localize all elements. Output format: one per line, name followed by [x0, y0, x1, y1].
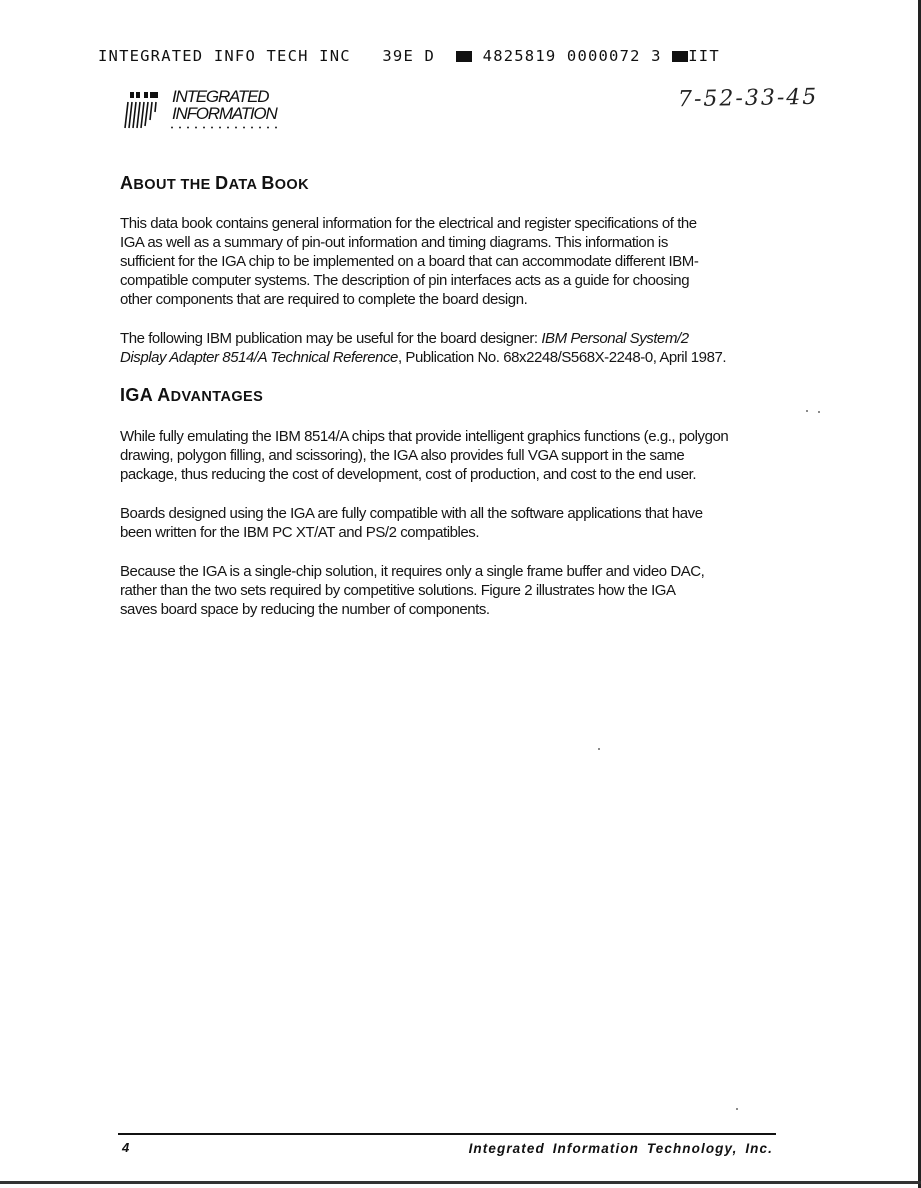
- logo-mark-icon: [120, 90, 164, 130]
- barcode-block-icon: [672, 51, 688, 62]
- publication-title: IBM Personal System/2: [541, 330, 689, 347]
- logo-line-2: INFORMATION: [172, 104, 277, 123]
- text-line: The following IBM publication may be useful for the board designer: IBM Personal System/2: [120, 330, 689, 347]
- logo-line-1: INTEGRATED: [172, 87, 269, 106]
- barcode-block-icon: [456, 51, 472, 62]
- scan-speck: [818, 411, 820, 413]
- text-line: other components that are required to complete the board design.: [120, 291, 528, 308]
- about-paragraph-1: [120, 214, 780, 309]
- scan-speck: [736, 1108, 738, 1110]
- scan-speck: [806, 410, 808, 412]
- text-line: been written for the IBM PC XT/AT and PS/2 compatibles.: [120, 524, 480, 541]
- text-line: sufficient for the IGA chip to be implemented on a board that can accommodate different IBM-: [120, 253, 699, 270]
- footer-company: Integrated Information Technology, Inc.: [468, 1141, 773, 1156]
- text-line: drawing, polygon filling, and scissoring), the IGA also provides full VGA support in the same: [120, 447, 685, 464]
- footer-rule: [118, 1133, 776, 1135]
- text-line: saves board space by reducing the number of components.: [120, 601, 490, 618]
- about-paragraph-2: [120, 329, 780, 367]
- text-line: Display Adapter 8514/A Technical Reference, Publication No. 68x2248/S568X-2248-0, April 1987.: [120, 349, 727, 366]
- scan-edge-artifact: [0, 1181, 921, 1184]
- advantages-paragraph-1: [120, 427, 780, 484]
- header-code-3: IIT: [688, 47, 720, 65]
- scan-header: [98, 47, 720, 65]
- header-code-1: 39E D: [382, 47, 436, 65]
- handwritten-note: 7-52-33-45: [677, 84, 819, 113]
- header-company: INTEGRATED INFO TECH INC: [98, 47, 351, 65]
- header-code-2: 4825819 0000072 3: [482, 47, 662, 65]
- page-number: 4: [122, 1140, 130, 1155]
- section-heading-about: ABOUT THE DATA BOOK: [120, 173, 309, 193]
- text-line: package, thus reducing the cost of development, cost of production, and cost to the end user.: [120, 466, 697, 483]
- text-line: compatible computer systems. The description of pin interfaces acts as a guide for choosing: [120, 272, 690, 289]
- advantages-paragraph-3: [120, 562, 780, 619]
- logo-dotted-rule: [168, 126, 278, 129]
- text-line: Because the IGA is a single-chip solution, it requires only a single frame buffer and video DAC,: [120, 563, 705, 580]
- text-line: This data book contains general information for the electrical and register specifications of the: [120, 215, 697, 232]
- company-logo: [120, 88, 290, 134]
- text-line: IGA as well as a summary of pin-out information and timing diagrams. This information is: [120, 234, 668, 251]
- text-line: rather than the two sets required by competitive solutions. Figure 2 illustrates how the IGA: [120, 582, 676, 599]
- scan-speck: [598, 748, 600, 750]
- advantages-paragraph-2: [120, 504, 780, 542]
- section-heading-advantages: IGA ADVANTAGES: [120, 385, 264, 405]
- text-line: While fully emulating the IBM 8514/A chips that provide intelligent graphics functions (e.g., polygon: [120, 428, 729, 445]
- text-line: Boards designed using the IGA are fully compatible with all the software applications that have: [120, 505, 703, 522]
- publication-title: Display Adapter 8514/A Technical Reference: [120, 349, 398, 366]
- logo-wordmark: [172, 88, 277, 122]
